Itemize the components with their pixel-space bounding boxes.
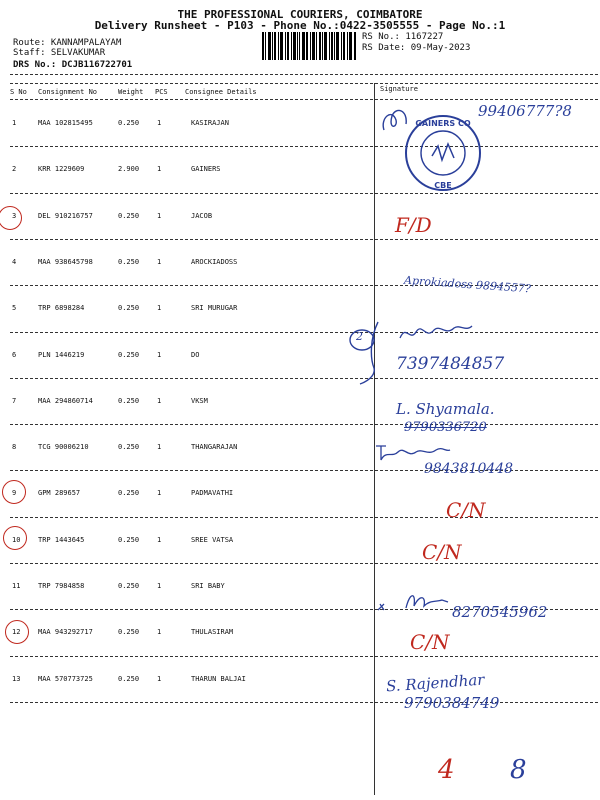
cell-consignee: KASIRAJAN <box>191 119 229 127</box>
cell-weight: 0.250 <box>118 443 140 452</box>
cell-pcs: 1 <box>157 674 162 683</box>
runsheet-subtitle: Delivery Runsheet - P103 - Phone No.:0422-3505555 - Page No.:1 <box>94 19 506 32</box>
cell-sno: 8 <box>12 443 17 452</box>
col-header-consignee: Consignee Details <box>185 88 257 96</box>
cell-consignment-no: MAA 102815495 <box>38 119 93 127</box>
cell-consignment-no: TCG 90006210 <box>38 443 89 452</box>
cell-sno: 1 <box>12 119 17 127</box>
handwritten-phone: 7397484857 <box>396 354 505 374</box>
handwritten-phone: 8270545962 <box>452 603 548 621</box>
handwritten-fd-mark: F/D <box>395 213 432 237</box>
cell-pcs: 1 <box>157 119 162 127</box>
cell-consignee: GAINERS <box>191 165 221 174</box>
red-circle-mark <box>0 206 22 230</box>
cell-sno: 7 <box>12 396 17 405</box>
cell-pcs: 1 <box>157 396 162 405</box>
col-header-pcs: PCS <box>155 88 168 96</box>
cell-consignee: THARUN BALJAI <box>191 674 246 683</box>
cell-consignment-no: MAA 943292717 <box>38 628 93 637</box>
row-divider <box>10 146 598 147</box>
circled-mark <box>348 318 394 390</box>
cell-consignment-no: MAA 294860714 <box>38 396 93 405</box>
cell-sno: 9 <box>12 489 17 498</box>
col-header-signature: Signature <box>380 85 418 93</box>
row-divider <box>10 517 598 518</box>
company-stamp <box>402 112 484 194</box>
cell-pcs: 1 <box>157 489 162 498</box>
cell-sno: 6 <box>12 350 17 359</box>
row-divider <box>10 702 598 703</box>
cell-weight: 2.900 <box>118 165 140 174</box>
barcode <box>262 32 357 60</box>
row-divider <box>10 378 598 379</box>
cell-consignment-no: TRP 7984858 <box>38 582 85 590</box>
cell-pcs: 1 <box>157 165 162 174</box>
cell-pcs: 1 <box>157 304 162 313</box>
cell-consignee: DO <box>191 350 200 359</box>
cell-consignment-no: MAA 570773725 <box>38 674 93 683</box>
cell-consignee: SREE VATSA <box>191 535 234 544</box>
cell-sno: 10 <box>12 535 21 544</box>
route-label: Route: KANNAMPALAYAM <box>13 38 122 48</box>
cell-consignee: VKSM <box>191 396 208 405</box>
cell-sno: 2 <box>12 165 17 174</box>
row-divider <box>10 563 598 564</box>
header-rule <box>10 99 598 100</box>
row-divider <box>10 656 598 657</box>
staff-label: Staff: SELVAKUMAR <box>13 48 106 58</box>
cell-consignment-no: TRP 6898284 <box>38 304 85 313</box>
cell-pcs: 1 <box>157 443 162 452</box>
handwritten-phone: 9843810448 <box>424 461 514 477</box>
handwritten-circled-number: 2 <box>356 330 363 343</box>
cell-sno: 13 <box>12 674 21 683</box>
handwritten-name: L. Shyamala. <box>396 400 495 418</box>
cell-pcs: 1 <box>157 350 162 359</box>
col-header-sno: S No <box>10 88 27 96</box>
handwritten-cn-mark: C/N <box>422 540 462 564</box>
cell-consignment-no: PLN 1446219 <box>38 350 85 359</box>
cell-consignee: THULASIRAM <box>191 628 234 637</box>
cell-consignee: SRI BABY <box>191 582 225 590</box>
red-circle-mark <box>2 480 26 504</box>
cell-consignment-no: TRP 1443645 <box>38 535 85 544</box>
handwritten-phone: 99406777?8 <box>478 102 572 120</box>
cell-weight: 0.250 <box>118 119 140 127</box>
company-name: THE PROFESSIONAL COURIERS, COIMBATORE <box>177 8 423 21</box>
row-divider <box>10 239 598 240</box>
header-rule <box>10 83 598 84</box>
svg-text:GAINERS CO: GAINERS CO <box>415 119 471 128</box>
cell-pcs: 1 <box>157 628 162 637</box>
cell-weight: 0.250 <box>118 628 140 637</box>
col-header-weight: Weight <box>118 88 144 96</box>
cell-pcs: 1 <box>157 535 162 544</box>
cell-weight: 0.250 <box>118 211 140 220</box>
handwritten-name: S. Rajendhar <box>385 670 485 696</box>
cell-weight: 0.250 <box>118 674 140 683</box>
handwritten-cn-mark: C/N <box>446 498 486 522</box>
cell-consignee: JACOB <box>191 211 213 220</box>
cell-sno: 4 <box>12 257 17 266</box>
row-divider <box>10 332 598 333</box>
row-divider <box>10 193 598 194</box>
col-header-consignment: Consignment No <box>38 88 98 96</box>
cell-pcs: 1 <box>157 211 162 220</box>
cell-sno: 12 <box>12 628 21 637</box>
signature-scribble <box>396 320 476 346</box>
cell-weight: 0.250 <box>118 396 140 405</box>
cell-consignee: PADMAVATHI <box>191 489 234 498</box>
handwritten-count: 8 <box>510 755 527 785</box>
rs-number: RS No.: 1167227 <box>362 32 444 42</box>
cell-weight: 0.250 <box>118 489 140 498</box>
cell-sno: 5 <box>12 304 17 313</box>
cell-weight: 0.250 <box>118 350 140 359</box>
handwritten-name: Aprokiadoss 9894557? <box>403 273 532 296</box>
cell-weight: 0.250 <box>118 304 140 313</box>
red-circle-mark <box>5 620 29 644</box>
cell-consignment-no: MAA 938645798 <box>38 257 93 266</box>
signature-column-divider <box>374 83 375 795</box>
cell-pcs: 1 <box>157 257 162 266</box>
cell-weight: 0.250 <box>118 535 140 544</box>
svg-text:CBE: CBE <box>434 181 452 190</box>
handwritten-phone: 9790384749 <box>404 694 500 712</box>
drs-number: DRS No.: DCJB116722701 <box>13 60 133 70</box>
cell-sno: 11 <box>12 582 21 590</box>
signature-scribble <box>376 588 452 616</box>
red-circle-mark <box>3 526 27 550</box>
cell-sno: 3 <box>12 211 17 220</box>
handwritten-cn-mark: C/N <box>410 630 450 654</box>
cell-consignee: AROCKIADOSS <box>191 257 238 266</box>
cell-weight: 0.250 <box>118 257 140 266</box>
handwritten-phone: 9790336720 <box>404 420 487 435</box>
cell-consignment-no: GPM 289657 <box>38 489 81 498</box>
cell-consignee: SRI MURUGAR <box>191 304 238 313</box>
rs-date: RS Date: 09-May-2023 <box>362 43 471 53</box>
handwritten-count: 4 <box>438 755 455 785</box>
cell-pcs: 1 <box>157 582 162 590</box>
cell-consignment-no: KRR 1229609 <box>38 165 85 174</box>
cell-weight: 0.250 <box>118 582 140 590</box>
row-divider <box>10 424 598 425</box>
cell-consignment-no: DEL 910216757 <box>38 211 93 220</box>
header-rule <box>10 74 598 75</box>
cell-consignee: THANGARAJAN <box>191 443 238 452</box>
